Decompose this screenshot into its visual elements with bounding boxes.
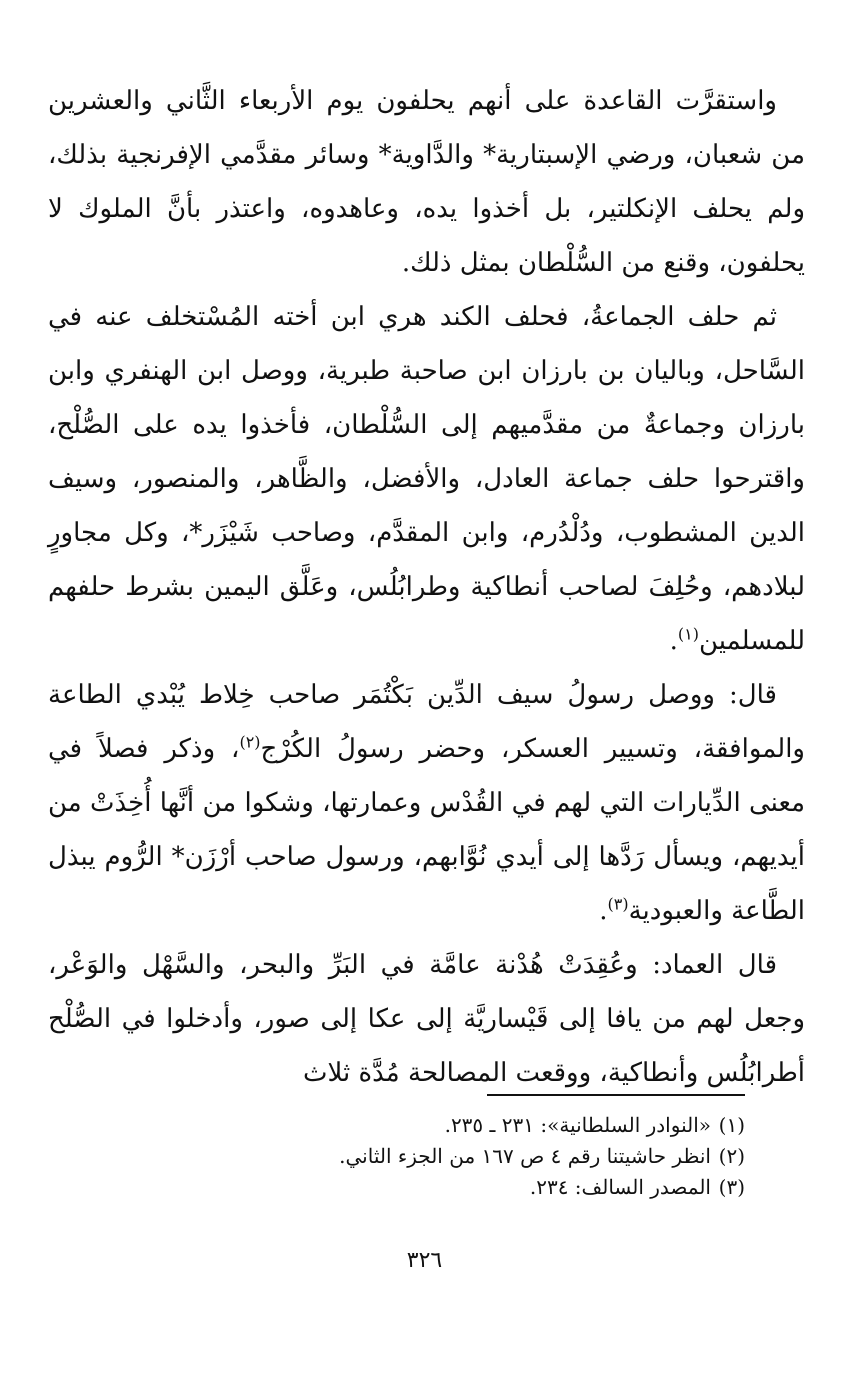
footnote-3-number: (٣) (718, 1175, 745, 1199)
paragraph-3-text-continued: ، وذكر فصلاً في معنى الدِّيارات التي لهم في القُدْس وعمارتها، وشكوا من أنَّها أُخِذَتْ من أيديهم، ويسأل رَدَّها إلى أيدي نُوَّابهم، ورسول صاحب أرْزَن* الرُّوم يبذل الطَّاعة والعبودية (48, 734, 805, 926)
paragraph-4-text: قال العماد: وعُقِدَتْ هُدْنة عامَّة في البَرِّ والبحر، والسَّهْل والوَعْر، وجعل لهم من يافا إلى قَيْساريَّة إلى عكا إلى صور، وأدخلوا في الصُّلْح أطرابُلُس وأنطاكية، ووقعت المصالحة مُدَّة ثلاث (48, 950, 805, 1088)
footnote-1-number: (١) (718, 1113, 745, 1137)
main-text (48, 74, 805, 1100)
paragraph-3-text: قال: ووصل رسولُ سيف الدِّين بَكْتُمَر صاحب خِلاط يُبْدي الطاعة والموافقة، وتسيير العسكر، وحضر رسولُ الكُرْج (48, 680, 805, 764)
footnote-1 (200, 1110, 745, 1141)
paragraph-2: ثم حلف الجماعةُ، فحلف الكند هري ابن أخته المُسْتخلف عنه في السَّاحل، وباليان بن بارزان ابن صاحبة طبرية، ووصل ابن الهنفري وابن بارزان وجماعةٌ من مقدَّميهم إلى السُّلْطان، فأخذوا يده على الصُّلْح، واقترحوا حلف جماعة العادل، والأفضل، والظَّاهر، والمنصور، وسيف الدين المشطوب، ودُلْدُرم، وابن المقدَّم، وصاحب شَيْزَر*، وكل مجاورٍ لبلادهم، وحُلِفَ لصاحب أنطاكية وطرابُلُس، وعَلَّق اليمين بشرط حلفهم للمسلمين$^{(١)}$. (48, 302, 805, 656)
footnote-ref-3: (٣) (607, 894, 629, 914)
paragraph-3: قال: ووصل رسولُ سيف الدِّين بَكْتُمَر صاحب خِلاط يُبْدي الطاعة والموافقة، وتسيير العسكر، وحضر رسولُ الكُرْج$^{(٢)}$، وذكر فصلاً في معنى الدِّيارات التي لهم في القُدْس وعمارتها، وشكوا من أنَّها أُخِذَتْ من أيديهم، ويسأل رَدَّها إلى أيدي نُوَّابهم، ورسول صاحب أرْزَن* الرُّوم يبذل الطَّاعة والعبودية$^{(٣)}$. (48, 680, 805, 926)
footnote-2 (200, 1141, 745, 1172)
footnote-2-text: انظر حاشيتنا رقم ٤ ص ١٦٧ من الجزء الثاني. (339, 1144, 711, 1168)
paragraph-2-text: ثم حلف الجماعةُ، فحلف الكند هري ابن أخته المُسْتخلف عنه في السَّاحل، وباليان بن بارزان ابن صاحبة طبرية، ووصل ابن الهنفري وابن بارزان وجماعةٌ من مقدَّميهم إلى السُّلْطان، فأخذوا يده على الصُّلْح، واقترحوا حلف جماعة العادل، والأفضل، والظَّاهر، والمنصور، وسيف الدين المشطوب، ودُلْدُرم، وابن المقدَّم، وصاحب شَيْزَر*، وكل مجاورٍ لبلادهم، وحُلِفَ لصاحب أنطاكية وطرابُلُس، وعَلَّق اليمين بشرط حلفهم للمسلمين (48, 302, 805, 656)
page-number: ٣٢٦ (406, 1248, 443, 1273)
paragraph-1-text: واستقرَّت القاعدة على أنهم يحلفون يوم الأربعاء الثَّاني والعشرين من شعبان، ورضي الإسبتارية* والدَّاوية* وسائر مقدَّمي الإفرنجية بذلك، ولم يحلف الإنكلتير، بل أخذوا يده، وعاهدوه، واعتذر بأنَّ الملوك لا يحلفون، وقنع من السُّلْطان بمثل ذلك. (48, 86, 805, 278)
footnote-ref-1: (١) (677, 624, 699, 644)
footnote-ref-2: (٢) (239, 732, 261, 752)
footnote-2-number: (٢) (718, 1144, 745, 1168)
paragraph-4 (48, 938, 805, 1100)
footnote-3 (200, 1172, 745, 1203)
footnote-separator (487, 1094, 745, 1096)
footnote-3-text: المصدر السالف: ٢٣٤. (529, 1175, 711, 1199)
footnote-1-text: «النوادر السلطانية»: ٢٣١ ـ ٢٣٥. (444, 1113, 711, 1137)
paragraph-1 (48, 74, 805, 290)
footnotes (200, 1110, 745, 1203)
